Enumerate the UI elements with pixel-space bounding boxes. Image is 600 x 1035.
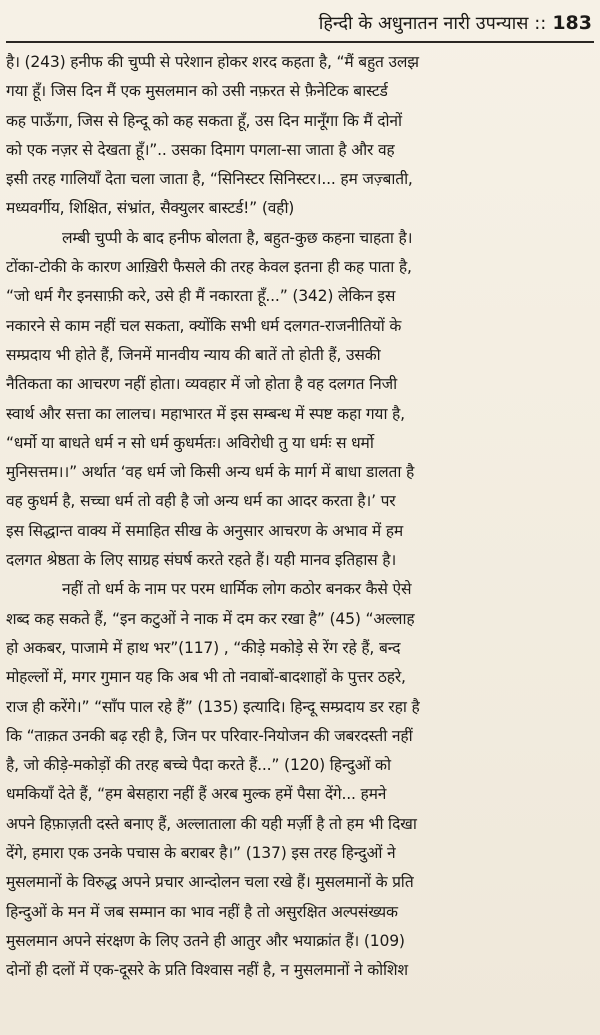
text-line: दलगत श्रेष्ठता के लिए साग्रह संघर्ष करते रहते हैं। यही मानव इतिहास है। xyxy=(6,551,397,570)
page-number: 183 xyxy=(552,12,592,34)
text-line: शब्द कह सकते हैं, “इन कटुओं ने नाक में दम कर रखा है” (45) “अल्लाह xyxy=(6,609,415,628)
paragraph-start-line: नहीं तो धर्म के नाम पर परम धार्मिक लोग कठोर बनकर कैसे ऐसे xyxy=(62,580,412,599)
text-line: मध्यवर्गीय, शिक्षित, संभ्रांत, सैक्युलर बास्टर्ड!” (वही) xyxy=(6,199,295,218)
text-line: मोहल्लों में, मगर गुमान यह कि अब भी तो नवाबों-बादशाहों के पुत्तर ठहरे, xyxy=(6,668,406,687)
text-line: हिन्दुओं के मन में जब सम्मान का भाव नहीं है तो असुरक्षित अल्पसंख्यक xyxy=(6,902,398,921)
text-line: देंगे, हमारा एक उनके पचास के बराबर है।” (137) इस तरह हिन्दुओं ने xyxy=(6,844,396,863)
text-line: है, जो कीड़े-मकोड़ों की तरह बच्चे पैदा करते हैं...” (120) हिन्दुओं को xyxy=(6,756,391,775)
text-line: दोनों ही दलों में एक-दूसरे के प्रति विश्वास नहीं है, न मुसलमानों ने कोशिश xyxy=(6,961,408,980)
text-line: स्वार्थ और सत्ता का लालच। महाभारत में इस सम्बन्ध में स्पष्ट कहा गया है, xyxy=(6,404,405,423)
text-line: सम्प्रदाय भी होते हैं, जिनमें मानवीय न्याय की बातें तो होती हैं, उसकी xyxy=(6,345,381,364)
text-line: हो अकबर, पाजामे में हाथ भर”(117) , “कीड़े मकोड़े से रेंग रहे हैं, बन्द xyxy=(6,638,401,657)
text-line: कि “ताक़त उनकी बढ़ रही है, जिन पर परिवार-नियोजन की जबरदस्ती नहीं xyxy=(6,726,413,745)
text-line: इसी तरह गालियाँ देता चला जाता है, “सिनिस्टर सिनिस्टर।... हम जज़्बाती, xyxy=(6,170,413,189)
page-header xyxy=(0,8,592,38)
text-line: “जो धर्म गैर इनसाफ़ी करे, उसे ही मैं नकारता हूँ...” (342) लेकिन इस xyxy=(6,287,396,306)
text-line: कह पाऊँगा, जिस से हिन्दू को कह सकता हूँ, उस दिन मानूँगा कि मैं दोनों xyxy=(6,111,402,130)
text-line: मुनिसत्तम।।” अर्थात ‘वह धर्म जो किसी अन्य धर्म के मार्ग में बाधा डालता है xyxy=(6,463,415,482)
text-line: है। (243) हनीफ की चुप्पी से परेशान होकर शरद कहता है, “मैं बहुत उलझ xyxy=(6,53,419,71)
text-line: नकारने से काम नहीं चल सकता, क्योंकि सभी धर्म दलगत-राजनीतियों के xyxy=(6,316,402,335)
text-line: मुसलमान अपने संरक्षण के लिए उतने ही आतुर और भयाक्रांत हैं। (109) xyxy=(6,931,405,950)
text-line: अपने हिफ़ाज़ती दस्ते बनाए हैं, अल्लाताला की यही मर्ज़ी है तो हम भी दिखा xyxy=(6,814,417,833)
text-line: मुसलमानों के विरुद्ध अपने प्रचार आन्दोलन चला रखे हैं। मुसलमानों के प्रति xyxy=(6,873,414,892)
header-rule xyxy=(6,41,594,43)
body-text xyxy=(6,48,592,986)
text-line: नैतिकता का आचरण नहीं होता। व्यवहार में जो होता है वह दलगत निजी xyxy=(6,375,397,394)
text-line: को एक नज़र से देखता हूँ।”.. उसका दिमाग पगला-सा जाता है और वह xyxy=(6,140,395,159)
text-line: राज ही करेंगे।” “साँप पाल रहे हैं” (135) इत्यादि। हिन्दू सम्प्रदाय डर रहा है xyxy=(6,697,420,716)
text-line: गया हूँ। जिस दिन मैं एक मुसलमान को उसी नफ़रत से फ़ैनेटिक बास्टर्ड xyxy=(6,82,388,101)
text-line: “धर्मो या बाधते धर्म न सो धर्म कुधर्मतः। अविरोधी तु या धर्मः स धर्मो xyxy=(6,433,374,452)
text-line: टोंका-टोकी के कारण आख़िरी फैसले की तरह केवल इतना ही कह पाता है, xyxy=(6,258,412,277)
paragraph-start-line: लम्बी चुप्पी के बाद हनीफ बोलता है, बहुत-कुछ कहना चाहता है। xyxy=(62,228,413,247)
text-line: इस सिद्धान्त वाक्य में समाहित सीख के अनुसार आचरण के अभाव में हम xyxy=(6,521,404,540)
text-line: वह कुधर्म है, सच्चा धर्म तो वही है जो अन्य धर्म का आदर करता है।’ पर xyxy=(6,492,396,511)
running-title: हिन्दी के अधुनातन नारी उपन्यास :: xyxy=(318,13,547,34)
text-line: धमकियाँ देते हैं, “हम बेसहारा नहीं हैं अरब मुल्क हमें पैसा देंगे... हमने xyxy=(6,785,387,804)
